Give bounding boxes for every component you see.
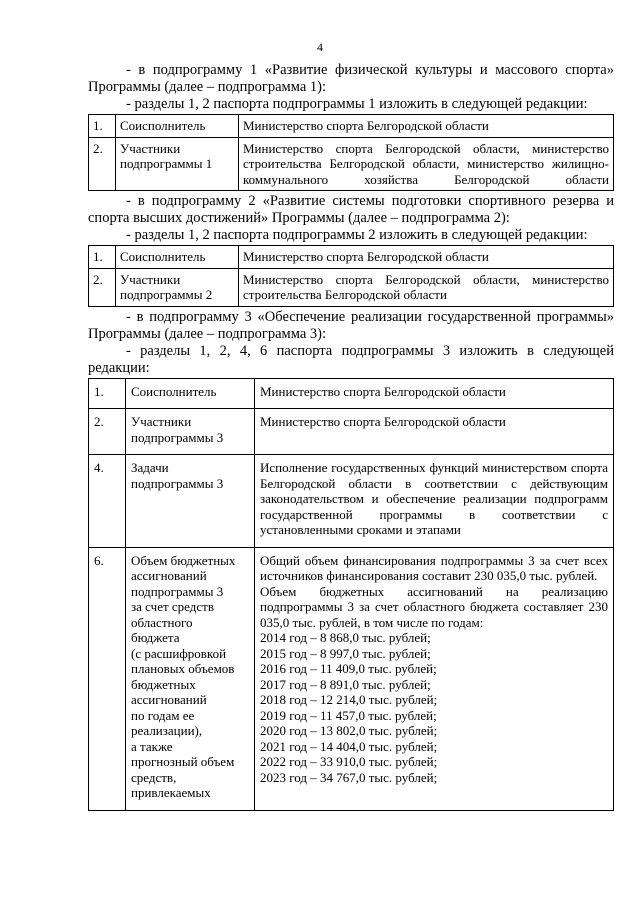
table-row xyxy=(89,409,614,455)
sections-subprogram-1: - разделы 1, 2 паспорта подпрограммы 1 изложить в следующей редакции: xyxy=(126,96,588,112)
label-line: бюджета xyxy=(131,630,180,645)
passport-table-2 xyxy=(88,245,614,307)
total-financing: Общий объем финансирования подпрограммы 3 за счет всех источников финансирования составит 230 035,0 тыс. рублей. xyxy=(260,552,608,583)
year-amount: 2021 год – 14 404,0 тыс. рублей; xyxy=(260,738,438,754)
sections-subprogram-3: - разделы 1, 2, 4, 6 паспорта подпрограммы 3 изложить в следующей редакции: xyxy=(88,342,614,376)
label-line: (с расшифровкой xyxy=(131,645,227,661)
passport-table-1 xyxy=(88,114,614,191)
row-label: Соисполнитель xyxy=(126,378,255,409)
year-amount: 2023 год – 34 767,0 тыс. рублей; xyxy=(260,769,438,785)
table-row xyxy=(89,378,614,409)
row-label: Участники подпрограммы 3 xyxy=(126,409,255,455)
year-amount: 2017 год – 8 891,0 тыс. рублей; xyxy=(260,676,431,692)
row-label: Участники подпрограммы 1 xyxy=(116,137,239,191)
row-value: Исполнение государственных функций министерством спорта Белгородской области в соответствии с действующим законодательством и обеспечение реализации подпрограмм государственной программы в соответствии с установленными сроками и этапами xyxy=(255,455,614,548)
row-number: 1. xyxy=(89,378,126,409)
row-value: Министерство спорта Белгородской области, министерство строительства Белгородской области, министерство жилищно-коммунального хозяйства Белгородской области xyxy=(239,137,614,191)
label-line: ассигнований xyxy=(131,568,207,583)
year-amount: 2018 год – 12 214,0 тыс. рублей; xyxy=(260,692,438,707)
row-value: Министерство спорта Белгородской области xyxy=(239,246,614,269)
page-number: 4 xyxy=(317,40,323,54)
row-label: Соисполнитель xyxy=(116,246,239,269)
table-row xyxy=(89,137,614,191)
label-line: подпрограммы 3 xyxy=(131,583,224,599)
label-line: реализации), xyxy=(131,723,203,738)
row-label: Участники подпрограммы 2 xyxy=(116,268,239,306)
row-number: 2. xyxy=(89,409,126,455)
budget-value xyxy=(255,547,614,810)
row-value: Министерство спорта Белгородской области, министерство строительства Белгородской области xyxy=(239,268,614,306)
table-row xyxy=(89,246,614,269)
row-value: Министерство спорта Белгородской области xyxy=(255,409,614,455)
intro-subprogram-3: - в подпрограмму 3 «Обеспечение реализации государственной программы» Программы (далее – подпрограмма 3): xyxy=(88,308,614,342)
document-body xyxy=(88,62,614,813)
year-amount: 2022 год – 33 910,0 тыс. рублей; xyxy=(260,754,438,769)
budget-label xyxy=(126,547,255,810)
table-row-budget xyxy=(89,547,614,810)
intro-subprogram-2: - в подпрограмму 2 «Развитие системы подготовки спортивного резерва и спорта высших достижений» Программы (далее – подпрограмма 2): xyxy=(88,193,614,226)
row-number: 1. xyxy=(89,115,116,138)
row-label: Соисполнитель xyxy=(116,115,239,138)
sections-subprogram-2: - разделы 1, 2 паспорта подпрограммы 2 изложить в следующей редакции: xyxy=(126,227,588,243)
label-line: плановых объемов xyxy=(131,661,235,676)
passport-table-3 xyxy=(88,378,614,811)
label-line: ассигнований xyxy=(131,692,207,707)
table-row xyxy=(89,268,614,306)
budget-allocation: Объем бюджетных ассигнований на реализацию подпрограммы 3 за счет областного бюджета составляет 230 035,0 тыс. рублей, в том числе по годам: xyxy=(260,583,608,630)
label-line: Объем бюджетных xyxy=(131,552,236,568)
row-number: 2. xyxy=(89,137,116,191)
table-row xyxy=(89,115,614,138)
row-number: 6. xyxy=(89,547,126,810)
year-amount: 2020 год – 13 802,0 тыс. рублей; xyxy=(260,723,438,738)
row-value: Министерство спорта Белгородской области xyxy=(255,378,614,409)
label-line: средств, xyxy=(131,769,177,785)
row-label: Задачи подпрограммы 3 xyxy=(126,455,255,548)
row-number: 1. xyxy=(89,246,116,269)
year-amount: 2019 год – 11 457,0 тыс. рублей; xyxy=(260,707,437,723)
label-line: по годам ее xyxy=(131,707,195,723)
year-amount: 2015 год – 8 997,0 тыс. рублей; xyxy=(260,645,431,661)
label-line: областного xyxy=(131,614,193,630)
label-line: а также xyxy=(131,738,173,754)
year-amount: 2016 год – 11 409,0 тыс. рублей; xyxy=(260,661,437,676)
intro-subprogram-1: - в подпрограмму 1 «Развитие физической культуры и массового спорта» Программы (далее – подпрограмма 1): xyxy=(88,62,614,95)
year-amount: 2014 год – 8 868,0 тыс. рублей; xyxy=(260,630,431,645)
row-number: 2. xyxy=(89,268,116,306)
row-number: 4. xyxy=(89,455,126,548)
table-row xyxy=(89,455,614,548)
label-line: бюджетных xyxy=(131,676,196,692)
label-line: прогнозный объем xyxy=(131,754,235,769)
row-value: Министерство спорта Белгородской области xyxy=(239,115,614,138)
label-line: за счет средств xyxy=(131,599,214,614)
label-line: привлекаемых xyxy=(131,785,211,800)
